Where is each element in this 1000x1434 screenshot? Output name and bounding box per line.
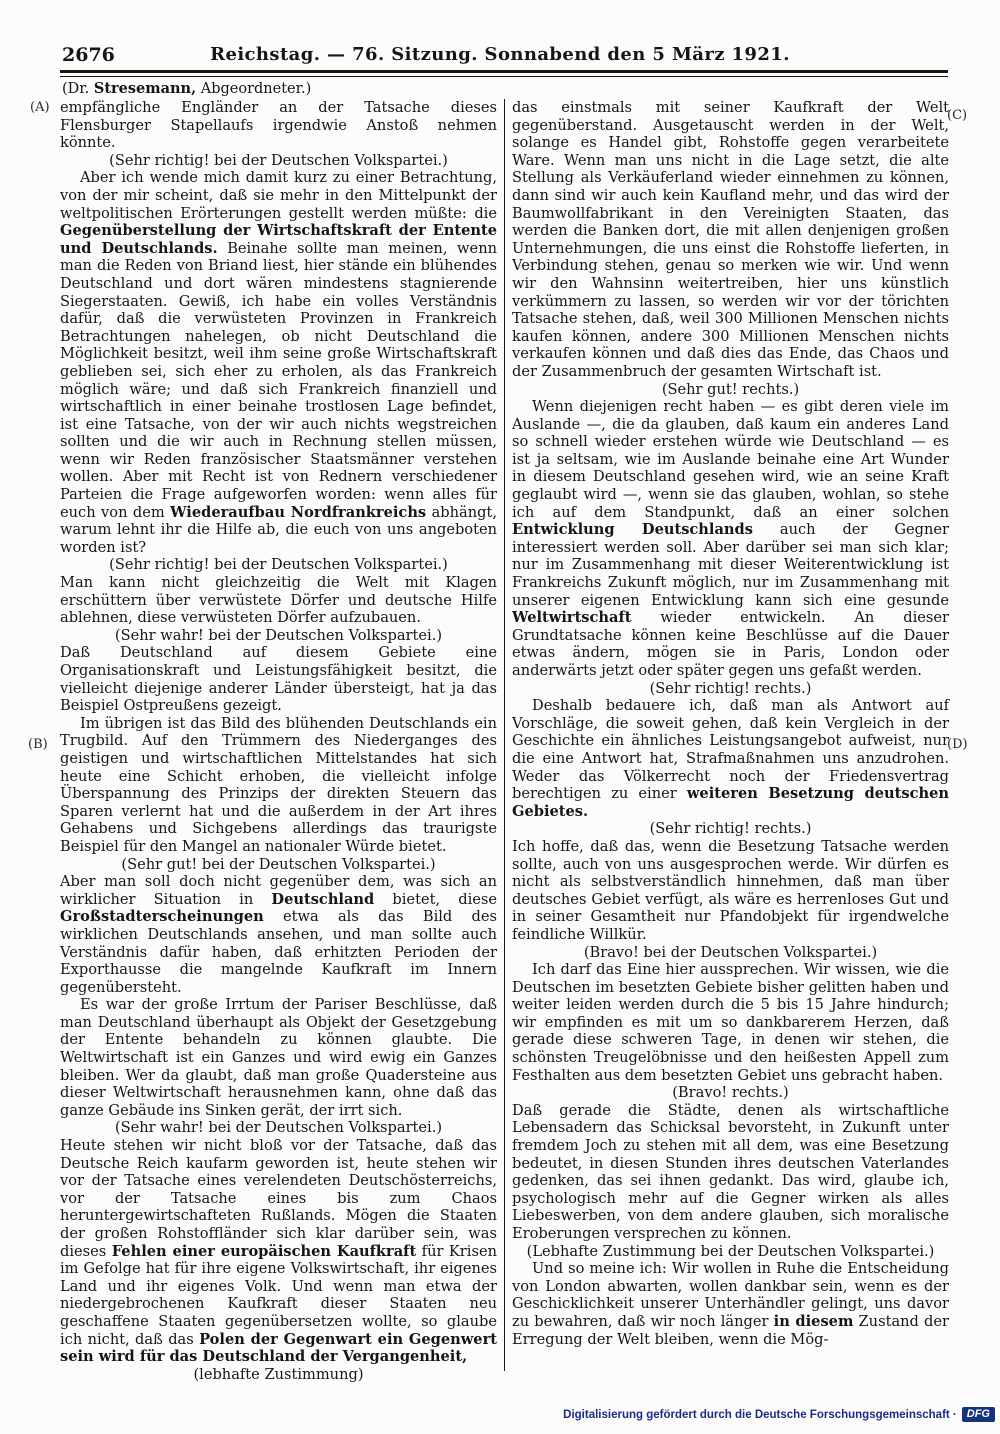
speech-paragraph — [60, 169, 497, 556]
body-text: Und so meine ich: Wir wollen in Ruhe die Entscheidung von London abwarten, wollen dankbar sein, wenn es der Geschicklichkeit unserer Unterhändler gelingt, uns davor zu bewahren, daß wir noch länger — [512, 1260, 949, 1330]
emphasized-text: in diesem — [773, 1312, 854, 1330]
speech-paragraph — [60, 1137, 497, 1366]
body-text: Ich darf das Eine hier aussprechen. Wir wissen, wie die Deutschen im besetzten Gebiete bisher gelitten haben und weiter leiden werden durch die 5 bis 15 Jahre hindurch; wir empfinden es mit um so dankbarerem Herzen, daß gerade diese schweren Tage, in denen wir stehen, die schönsten Treugelöbnisse und den heißesten Appell zum Festhalten aus dem besetzten Gebiet uns gebracht haben. — [512, 961, 949, 1084]
body-text: Aber ich wende mich damit kurz zu einer Betrachtung, von der mir scheint, daß sie mehr in den Mittelpunkt der weltpolitischen Erörterungen gestellt werden müßte: die — [60, 169, 497, 222]
speech-paragraph — [60, 644, 497, 714]
body-text: (Bravo! bei der Deutschen Volkspartei.) — [583, 943, 878, 961]
speech-paragraph — [60, 873, 497, 996]
body-text: Zustand der Erregung der Welt bleiben, wenn die Mög- — [512, 1312, 949, 1348]
body-text: Aber man soll doch nicht gegenüber dem, was sich an wirklicher Situation in — [60, 873, 497, 908]
left-column — [60, 99, 498, 1383]
interjection-line — [512, 680, 949, 698]
body-text: Daß Deutschland auf diesem Gebiete eine Organisationskraft und Leistungsfähigkeit besitzt, die vielleicht diejenige anderer Länder übersteigt, hat ja das Beispiel Ostpreußens gezeigt. — [60, 644, 497, 715]
body-text: für Krisen im Gefolge hat für ihre eigene Volkswirtschaft, ihr eigenes Land und ihr eigenes Volk. Und wenn man etwa der niedergebrochenen Kaufkraft dieser Staaten neu geschaffene Staaten gegenübersetzen wollte, so glaube ich nicht, daß das — [60, 1242, 497, 1348]
emphasized-text: Deutschland — [271, 890, 375, 908]
speaker-name: Stresemann, — [93, 80, 197, 97]
body-text: das einstmals mit seiner Kaufkraft der Welt gegenüberstand. Ausgetauscht werden in der Welt, solange es Handel gibt, Rohstoffe gegen verarbeitete Ware. Wenn man uns nicht in die Lage setzt, die alte Stellung als Verkäuferland wieder einnehmen zu können, dann sind wir auch kein Kaufland mehr, und das wird der Baumwollfabrikant in den Vereinigten Staaten, das werden die Banken dort, die mit allen denjenigen großen Unternehmungen, die uns einst die Rohstoffe lieferten, in Verbindung stehen, genau so merken wie wir. Und wenn wir den Wahnsinn weitertreiben, hier uns künstlich verkümmern zu lassen, so werden wir vor der törichten Tatsache stehen, daß, weil 300 Millionen Menschen nichts kaufen können, andere 300 Millionen Menschen nichts verkaufen können und daß dies das Ende, das Chaos und der Zusammenbruch der gesamten Wirtschaft ist. — [512, 99, 949, 380]
body-text: bietet, diese — [374, 890, 498, 908]
interjection-line — [512, 1243, 949, 1261]
body-text: Daß gerade die Städte, denen als wirtschaftliche Lebensadern das Schicksal bevorsteht, in Zukunft unter fremdem Joch zu stehen mit all dem, was eine Besetzung bedeutet, in diesen Stunden ihres deutschen Vaterlandes gedenken, das sei ihnen gedankt. Das wird, glaube ich, psychologisch mehr auf die Gegner wirken als alles Liebeswerben, von dem andere glauben, sich moralische Eroberungen versprechen zu können. — [512, 1101, 949, 1242]
text-columns — [60, 99, 950, 1383]
body-text: Im übrigen ist das Bild des blühenden Deutschlands ein Trugbild. Auf den Trümmern des Niederganges des geistigen und wirtschaftlichen Mittelstandes hat sich heute eine Schicht erhoben, die vielleicht infolge Überspannung des Prinzips der direkten Steuern das Sparen verlernt hat und die außerdem in der Art ihres Gehabens und Sichgebens allerdings das traurigste Beispiel für den Mangel an nationaler Würde bietet. — [60, 714, 497, 855]
header-double-rule — [60, 70, 948, 77]
footer-credit-text: Digitalisierung gefördert durch die Deutsche Forschungsgemeinschaft · — [563, 1408, 957, 1421]
speech-paragraph — [60, 574, 497, 627]
speech-paragraph — [512, 961, 949, 1084]
body-text: empfängliche Engländer an der Tatsache dieses Flensburger Stapellaufs irgendwie Anstoß nehmen könnte. — [60, 99, 497, 152]
interjection-line — [512, 944, 949, 962]
body-text: Ich hoffe, daß das, wenn die Besetzung Tatsache werden sollte, auch von uns ausgesprochen werde. Wir dürfen es nicht als selbstverständlich hinnehmen, daß man über deutsches Gebiet verfügt, als wäre es herrenloses Gut und in seiner Gesamtheit nur Pfandobjekt für irgendwelche feindliche Willkür. — [512, 837, 949, 943]
interjection-line — [512, 1084, 949, 1102]
right-column — [512, 99, 949, 1371]
body-text: Es war der große Irrtum der Pariser Beschlüsse, daß man Deutschland überhaupt als Objekt der Gesetzgebung der Entente behandeln zu können glaubte. Die Weltwirtschaft ist ein Ganzes und wird ewig ein Ganzes bleiben. Wer da glaubt, daß man große Quadersteine aus dieser Weltwirtschaft herausnehmen kann, ohne daß das ganze Gebäude ins Sinken gerät, der irrt sich. — [60, 996, 497, 1119]
page-number: 2676 — [62, 44, 115, 66]
emphasized-text: weiteren Besetzung deutschen Gebietes. — [512, 785, 949, 820]
speech-paragraph — [512, 398, 949, 680]
interjection-line — [60, 1119, 497, 1137]
emphasized-text: Großstadterscheinungen — [60, 908, 264, 926]
margin-marker-d: (D) — [947, 737, 968, 752]
dfg-logo: DFG — [962, 1407, 995, 1422]
body-text: (Sehr wahr! bei der Deutschen Volkspartei.) — [114, 1119, 443, 1137]
emphasized-text: Entwicklung Deutschlands — [512, 521, 753, 539]
body-text: (Sehr wahr! bei der Deutschen Volkspartei.) — [114, 626, 443, 644]
body-text: Heute stehen wir nicht bloß vor der Tatsache, daß das Deutsche Reich kaufarm geworden ist, heute stehen wir vor der Tatsache eines verelendeten Deutschösterreichs, vor der Tatsache eines bis zum Chaos heruntergewirtschafteten Rußlands. Mögen die Staaten der großen Rohstoffländer sich klar darüber sein, was dieses — [60, 1137, 497, 1260]
body-text: abhängt, warum lehnt ihr die Hilfe ab, die euch von uns angeboten worden ist? — [60, 503, 497, 556]
speaker-note-suffix: Abgeordneter.) — [196, 81, 312, 97]
speech-paragraph — [60, 99, 497, 152]
emphasized-text: Weltwirtschaft — [512, 609, 632, 627]
body-text: Man kann nicht gleichzeitig die Welt mit Klagen erschüttern über verwüstete Dörfer und deutsche Hilfe ablehnen, diese verwüsteten Dörfer aufzubauen. — [60, 574, 497, 627]
body-text: (Sehr gut! rechts.) — [661, 380, 800, 398]
body-text: (lebhafte Zustimmung) — [193, 1365, 364, 1383]
margin-marker-a: (A) — [30, 100, 50, 115]
body-text: etwa als das Bild des wirklichen Deutschlands ansehen, und man sollte auch Verständnis dafür haben, daß erhitzten Perioden der Exporthausse die mangelnde Kaufkraft im Innern gegenübersteht. — [60, 908, 497, 996]
speech-paragraph — [512, 1102, 949, 1243]
body-text: (Bravo! rechts.) — [672, 1084, 789, 1102]
body-text: (Sehr richtig! rechts.) — [649, 820, 812, 838]
speech-paragraph — [512, 1260, 949, 1348]
body-text: Deshalb bedauere ich, daß man als Antwort auf Vorschläge, die soweit gehen, daß kein Vergleich in der Geschichte ein ähnliches Leistungsangebot aufweist, nur die eine Antwort hat, Strafmaßnahmen uns anzudrohen. Weder das Völkerrecht noch der Friedensvertrag berechtigen zu einer — [512, 697, 949, 803]
speech-paragraph — [512, 99, 949, 381]
body-text: (Sehr richtig! bei der Deutschen Volkspartei.) — [109, 151, 448, 169]
column-divider-rule — [504, 99, 505, 1371]
emphasized-text: Fehlen einer europäischen Kaufkraft — [111, 1242, 417, 1260]
interjection-line — [512, 820, 949, 838]
body-text: (Lebhafte Zustimmung bei der Deutschen Volkspartei.) — [526, 1242, 935, 1260]
interjection-line — [512, 381, 949, 399]
emphasized-text: Gegenüberstellung der Wirtschaftskraft der Entente und Deutschlands. — [60, 222, 497, 257]
body-text: Wenn diejenigen recht haben — es gibt deren viele im Auslande —, die da glauben, daß kaum ein anderes Land so schnell wieder erstehen würde wie Deutschland — es ist ja seltsam, wie im Auslande beinahe eine Art Wunder in diesem Deutschland gesehen wird, wie an seine Kraft geglaubt wird —, wenn sie das glauben, wohlan, so stehe ich auf dem Standpunkt, daß an einer solchen — [512, 398, 949, 521]
speech-paragraph — [60, 996, 497, 1119]
footer-credit — [563, 1407, 995, 1422]
margin-marker-c: (C) — [947, 108, 968, 123]
emphasized-text: Wiederaufbau Nordfrankreichs — [170, 503, 427, 521]
speech-paragraph — [512, 838, 949, 944]
interjection-line — [60, 152, 497, 170]
body-text: (Sehr richtig! rechts.) — [649, 679, 812, 697]
margin-marker-b: (B) — [28, 737, 48, 752]
body-text: Beinahe sollte man meinen, wenn man die Reden von Briand liest, hier stände ein blühendes Deutschland und dort wären mindestens stagnierende Siegerstaaten. Gewiß, ich habe ein volles Verständnis dafür, daß die verwüsteten Provinzen in Frankreich Betrachtungen nahelegen, ob nicht Deutschland die Möglichkeit besitzt, weil ihm seine große Wirtschaftskraft geblieben sei, sich eher zu erholen, als das Frankreich möglich wäre; und daß sich Frankreich finanziell und wirtschaftlich in einer beinahe trostlosen Lage befindet, ist eine Tatsache, von der wir auch nichts wegstreichen sollten und die wir auch in Rechnung stellen müssen, wenn wir Reden französischer Staatsmänner verstehen wollen. Aber mit Recht ist von Rednern verschiedener Parteien die Frage aufgeworfen worden: wenn alles für euch von dem — [60, 239, 497, 521]
emphasized-text: Polen der Gegenwart ein Gegenwert sein wird für das Deutschland der Vergangenheit, — [60, 1330, 497, 1366]
speaker-note-prefix: (Dr. — [62, 81, 94, 97]
body-text: (Sehr richtig! bei der Deutschen Volkspartei.) — [109, 556, 448, 574]
speaker-note — [62, 80, 311, 97]
body-text: (Sehr gut! bei der Deutschen Volkspartei.) — [121, 855, 436, 873]
body-text: auch der Gegner interessiert werden soll. Aber darüber sei man sich klar; nur im Zusammenhang mit dieser Weiterentwicklung ist Frankreichs Zukunft möglich, nur im Zusammenhang mit unserer eigenen Entwicklung kann sich eine gesunde — [512, 521, 949, 609]
speech-paragraph — [512, 697, 949, 820]
interjection-line — [60, 627, 497, 645]
interjection-line — [60, 556, 497, 574]
speech-paragraph — [60, 715, 497, 856]
body-text: wieder entwickeln. An dieser Grundtatsache können keine Beschlüsse auf die Dauer etwas ändern, mögen sie in Paris, London oder anderwärts jetzt oder später gegen uns gefaßt werden. — [512, 609, 949, 679]
interjection-line — [60, 1366, 497, 1384]
page-header-title: Reichstag. — 76. Sitzung. Sonnabend den 5 März 1921. — [210, 44, 790, 65]
interjection-line — [60, 856, 497, 874]
